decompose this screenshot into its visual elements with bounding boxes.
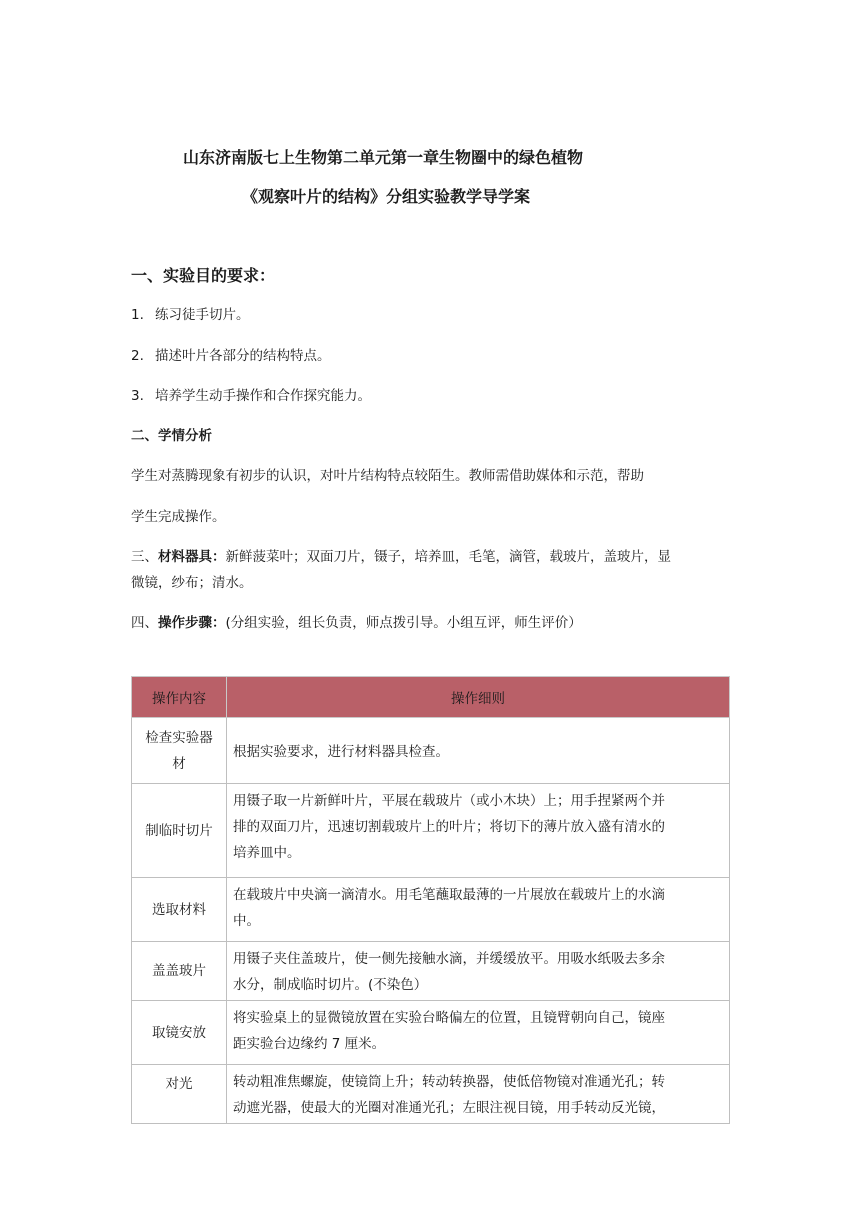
header-operation-content: 操作内容: [132, 677, 227, 718]
table-row: [132, 942, 730, 1001]
table-row: [132, 1001, 730, 1065]
objective-item-1: [131, 303, 250, 323]
detail-line: 距实验台边缘约 7 厘米。: [233, 1036, 386, 1052]
step-name-line: 检查实验器: [145, 729, 213, 746]
step-name: [132, 718, 227, 784]
detail-line: 用镊子取一片新鲜叶片，平展在载玻片（或小木块）上；用手捏紧两个并: [233, 793, 665, 809]
table-row: [132, 784, 730, 878]
header-operation-details: 操作细则: [227, 677, 730, 718]
table-header-row: [132, 677, 730, 718]
steps-text: (分组实验，组长负责，师点拨引导。小组互评，师生评价）: [225, 615, 582, 631]
step-detail: [227, 1001, 730, 1065]
step-name-line: 盖盖玻片: [152, 963, 206, 979]
steps-line: [131, 611, 582, 631]
detail-line: 动遮光器，使最大的光圈对准通光孔；左眼注视目镜，用手转动反光镜，: [233, 1100, 665, 1116]
step-name-line: 材: [172, 755, 186, 772]
step-name-line: 制临时切片: [145, 822, 213, 839]
step-name: [132, 1065, 227, 1124]
table-row: [132, 718, 730, 784]
detail-line: 转动粗准焦螺旋，使镜筒上升；转动转换器，使低倍物镜对准通光孔；转: [233, 1074, 665, 1090]
detail-line: 培养皿中。: [233, 845, 301, 861]
step-detail: [227, 878, 730, 942]
table-row: [132, 1065, 730, 1124]
step-name: [132, 942, 227, 1001]
document-title-line-1: 山东济南版七上生物第二单元第一章生物圈中的绿色植物: [183, 148, 584, 167]
operations-table: [131, 676, 730, 1124]
document-title-line-2: 《观察叶片的结构》分组实验教学导学案: [242, 187, 531, 206]
materials-label: 材料器具：: [158, 549, 226, 565]
materials-line-2: 微镜，纱布；清水。: [131, 575, 253, 591]
steps-prefix: 四、: [131, 615, 158, 631]
objective-number: 1.: [131, 307, 144, 323]
materials-line-1: [131, 545, 671, 565]
detail-line: 用镊子夹住盖玻片，使一侧先接触水滴，并缓缓放平。用吸水纸吸去多余: [233, 951, 665, 967]
step-name-line: 对光: [165, 1076, 193, 1092]
objective-text: 描述叶片各部分的结构特点。: [155, 348, 331, 364]
objective-item-3: [131, 384, 371, 404]
step-detail: [227, 718, 730, 784]
objective-item-2: [131, 344, 331, 364]
section-2-heading: 二、学情分析: [131, 428, 212, 444]
objective-text: 练习徒手切片。: [155, 307, 250, 323]
step-name-line: 选取材料: [152, 901, 206, 918]
steps-label: 操作步骤：: [158, 615, 226, 631]
table-row: [132, 878, 730, 942]
materials-text: 新鲜菠菜叶；双面刀片，镊子，培养皿，毛笔，滴管，载玻片，盖玻片，显: [225, 549, 671, 565]
step-name: [132, 878, 227, 942]
step-name-line: 取镜安放: [152, 1024, 206, 1041]
step-detail: [227, 942, 730, 1001]
objective-number: 2.: [131, 348, 144, 364]
detail-line: 在载玻片中央滴一滴清水。用毛笔蘸取最薄的一片展放在载玻片上的水滴: [233, 887, 665, 903]
objective-number: 3.: [131, 388, 144, 404]
detail-line: 将实验桌上的显微镜放置在实验台略偏左的位置，且镜臂朝向自己，镜座: [233, 1010, 665, 1026]
step-detail: [227, 784, 730, 878]
step-detail: [227, 1065, 730, 1124]
step-name: [132, 784, 227, 878]
materials-prefix: 三、: [131, 549, 158, 565]
analysis-line-1: 学生对蒸腾现象有初步的认识，对叶片结构特点较陌生。教师需借助媒体和示范，帮助: [131, 468, 644, 484]
objective-text: 培养学生动手操作和合作探究能力。: [155, 388, 371, 404]
analysis-line-2: 学生完成操作。: [131, 509, 226, 525]
detail-line: 根据实验要求，进行材料器具检查。: [233, 743, 449, 760]
step-name: [132, 1001, 227, 1065]
detail-line: 排的双面刀片，迅速切割载玻片上的叶片；将切下的薄片放入盛有清水的: [233, 819, 665, 835]
detail-line: 水分，制成临时切片。(不染色）: [233, 977, 428, 993]
section-1-heading: 一、实验目的要求：: [131, 266, 276, 285]
detail-line: 中。: [233, 913, 260, 929]
